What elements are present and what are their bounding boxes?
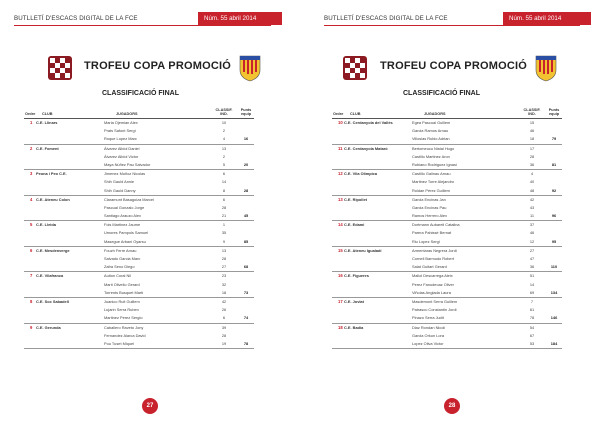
club-group [332,196,562,222]
player-name: Fouzh Ferre Arnau [104,247,137,253]
table-header [24,102,254,119]
club-rank: 16 [338,273,343,279]
player-name: Perez Fanudeoaz Oliver [412,281,454,287]
player-name: Garcia Encinas Jan [412,196,446,202]
table-row [332,281,562,289]
player-name: Claramunt Basagoiza Marcel [104,196,154,202]
team-points: 28 [243,187,249,193]
individual-rank: 42 [221,298,227,304]
team-points: 85 [243,238,249,244]
table-row [332,298,562,306]
player-name: Álvarez Albiol Daniel [104,145,140,151]
ranking-table [332,102,562,349]
player-name: Masdemont Serra Guillem [412,298,458,304]
club-rank: 7 [30,273,33,279]
team-points: 184 [550,340,558,346]
player-name: Jimenez Muñoz Nicolas [104,171,146,177]
player-name: Mallol Descarrega Aleix [412,273,453,279]
team-points: 81 [551,161,557,167]
club-group [332,247,562,273]
table-row [332,340,562,348]
player-name: Caballero Raveto Jony [104,324,144,330]
player-name: Garcia Encinas Pau [412,204,447,210]
table-row [332,289,562,297]
club-name: C.E. Ateneu Colon [36,196,70,202]
club-name: C.E. Soc Sabadell [36,298,69,304]
individual-rank: 21 [221,213,227,219]
club-rank: 18 [338,324,343,330]
individual-rank: 46 [529,230,535,236]
table-row [24,306,254,314]
team-points: 20 [243,161,249,167]
table-row [332,255,562,263]
player-name: Fernandez Alarca David [104,332,146,338]
individual-rank: 6 [222,315,226,321]
player-name: Masegue Arbani Oyarsu [104,238,146,244]
team-points: 110 [550,264,558,270]
club-group [24,196,254,222]
col-jugadors: JUGADORS [424,112,446,116]
player-name: Castillo Martinez Aron [412,153,450,159]
player-name: Pou Tuset Miquel [104,340,135,346]
individual-rank: 6 [222,171,226,177]
individual-rank: 28 [221,204,227,210]
table-row [24,221,254,229]
club-name: C.E. Mesdenverge [36,247,70,253]
club-group [24,145,254,171]
player-name: Dortmann Aubareli Catalina [412,222,460,228]
player-name: Umores Pampols Samuel [104,230,149,236]
club-name: C.E. Vila Olímpica [344,171,378,177]
individual-rank: 78 [529,315,535,321]
individual-rank: 37 [529,222,535,228]
table-row [24,161,254,169]
bulletin-title: BUTLLETÍ D'ESCACS DIGITAL DE LA FCE [324,15,448,22]
page-number: 28 [444,398,460,414]
club-group [332,272,562,298]
individual-rank: 19 [221,340,227,346]
table-row [332,324,562,332]
individual-rank: 48 [529,187,535,193]
table-row [24,272,254,280]
player-name: Pascual Gonzalo Jorge [104,204,145,210]
player-name: Ramos Herrero Alex [412,213,448,219]
club-name: C.E. Lleida [36,222,56,228]
table-row [24,229,254,237]
club-rank: 13 [338,196,343,202]
col-classif: CLASSIF. IND. [215,108,233,116]
club-rank: 3 [30,171,33,177]
club-name: C.E. Ripollet [344,196,367,202]
club-rank: 8 [30,298,33,304]
page-number: 27 [142,398,158,414]
right-page [300,0,600,424]
individual-rank: 35 [221,230,227,236]
individual-rank: 7 [530,298,534,304]
club-name: Peona i Peo C.E. [36,171,67,177]
individual-rank: 5 [222,161,226,167]
table-row [332,204,562,212]
table-row [24,127,254,135]
club-rank: 14 [338,222,343,228]
individual-rank: 53 [529,340,535,346]
individual-rank: 9 [222,238,226,244]
individual-rank: 26 [221,307,227,313]
table-row [24,263,254,271]
club-name: C.E. Figueres [344,273,369,279]
table-row [332,212,562,220]
individual-rank: 61 [529,307,535,313]
individual-rank: 36 [529,161,535,167]
table-row [332,247,562,255]
club-name: C.E. Foment [36,145,59,151]
issue-badge: Núm. 55 abril 2014 [503,12,591,25]
individual-rank: 10 [221,120,227,125]
header-divider [324,25,580,26]
individual-rank: 11 [529,213,535,219]
individual-rank: 27 [221,264,227,270]
individual-rank: 15 [529,120,535,125]
club-rank: 9 [30,324,33,330]
table-row [24,238,254,246]
individual-rank: 13 [221,247,227,253]
individual-rank: 4 [530,171,534,177]
player-name: Torrents Busquet Marti [104,289,144,295]
team-points: 74 [243,315,249,321]
individual-rank: 47 [529,256,535,261]
club-name: C.E. Cerdanyola del Vallès [344,120,393,125]
team-points: 79 [551,136,557,142]
club-group [24,247,254,273]
table-row [332,153,562,161]
club-group [332,324,562,350]
team-points: 16 [243,136,249,142]
table-row [24,314,254,322]
individual-rank: 28 [221,256,227,261]
club-name: C.E. Cerdanyola Mataró [344,145,388,151]
chess-federation-logo [47,55,73,81]
player-name: Viñolas Anglada Laura [412,289,451,295]
col-jugadors: JUGADORS [116,112,138,116]
club-name: C.E. Llinars [36,120,58,125]
club-name: C.E. Ateneu Igualadí [344,247,382,253]
club-rank: 6 [30,247,33,253]
table-row [24,289,254,297]
team-points: 45 [243,213,249,219]
player-name: Lujarin Serra Ruben [104,307,139,313]
club-rank: 4 [30,196,33,202]
table-row [332,314,562,322]
individual-rank: 28 [221,332,227,338]
club-name: C.E. Vilafranca [36,273,64,279]
player-name: Maria Ojemian Alex [104,120,138,125]
club-name: C.E. Jovlat [344,298,364,304]
club-name: C.E. Badia [344,324,364,330]
club-group [24,272,254,298]
individual-rank: 43 [529,204,535,210]
catalan-shield-logo [238,54,262,82]
table-row [24,204,254,212]
final-ranking-heading: CLASSIFICACIÓ FINAL [403,90,480,97]
club-rank: 2 [30,145,33,151]
team-points: 92 [551,187,557,193]
table-row [332,145,562,153]
final-ranking-heading: CLASSIFICACIÓ FINAL [102,90,179,97]
player-name: Egea Pascual Guillem [412,120,451,125]
club-rank: 1 [30,120,33,125]
table-row [24,135,254,143]
club-rank: 5 [30,222,33,228]
player-name: Fois Martinez Jaume [104,222,141,228]
club-rank: 12 [338,171,343,177]
table-row [332,196,562,204]
individual-rank: 40 [529,179,535,185]
team-points: 134 [550,289,558,295]
club-group [24,170,254,196]
team-points: 73 [243,289,249,295]
individual-rank: 54 [529,324,535,330]
col-club: CLUB [42,112,53,116]
table-row [332,135,562,143]
player-name: Zafra Seno Diego [104,264,135,270]
player-name: Prats Safont Sergi [104,128,136,134]
table-row [24,212,254,220]
table-row [24,119,254,127]
player-name: Riu Lopez Sergi [412,238,440,244]
individual-rank: 13 [221,145,227,151]
player-name: Bertomeuco Nistal Hugo [412,145,455,151]
table-row [332,178,562,186]
table-row [332,238,562,246]
table-row [332,306,562,314]
player-name: Patrascu Constantin Jordi [412,307,457,313]
table-row [24,281,254,289]
club-rank: 15 [338,247,343,253]
club-group [24,119,254,145]
club-name: C.E. Edami [344,222,365,228]
player-name: Armentaras Negrera Jordi [412,247,457,253]
individual-rank: 14 [529,281,535,287]
col-club: CLUB [350,112,361,116]
player-name: Garcia Ramos Arnau [412,128,449,134]
table-row [24,340,254,348]
team-points: 95 [551,238,557,244]
table-row [24,187,254,195]
table-header [332,102,562,119]
player-name: Salvado Garcia Marc [104,256,141,261]
individual-rank: 1 [222,222,226,228]
individual-rank: 14 [221,179,227,185]
player-name: Santiago Arauzo Alex [104,213,141,219]
club-name: C.E. Gerunda [36,324,61,330]
issue-badge: Núm. 55 abril 2014 [198,12,282,25]
individual-rank: 69 [529,289,535,295]
table-row [24,196,254,204]
club-group [332,298,562,324]
table-row [332,272,562,280]
table-row [24,145,254,153]
table-row [24,170,254,178]
table-row [332,119,562,127]
table-row [332,332,562,340]
table-row [332,161,562,169]
individual-rank: 51 [529,273,535,279]
individual-rank: 18 [221,289,227,295]
player-name: Rubiano Rodriguez Ignasi [412,161,457,167]
club-group [24,324,254,350]
table-body [332,119,562,349]
player-name: Roque Lopez Marc [104,136,137,142]
team-points: 78 [243,340,249,346]
table-row [24,298,254,306]
individual-rank: 27 [529,247,535,253]
table-row [24,332,254,340]
table-row [24,324,254,332]
club-rank: 17 [338,298,343,304]
individual-rank: 6 [222,196,226,202]
player-name: Roldan Pérez Guillem [412,187,450,193]
club-group [332,119,562,145]
individual-rank: 17 [529,145,535,151]
table-row [332,187,562,195]
col-punts: Punts equip [240,108,252,116]
player-name: Álvarez Albiol Victor [104,153,139,159]
individual-rank: 23 [221,273,227,279]
player-name: Pinazo Serra Judit [412,315,444,321]
trophy-title: TROFEU COPA PROMOCIÓ [84,60,231,72]
individual-rank: 18 [529,136,535,142]
col-classif: CLASSIF. IND. [523,108,541,116]
player-name: Diaz Rondan Nicolí [412,324,446,330]
individual-rank: 46 [529,128,535,134]
club-group [332,221,562,247]
chess-federation-logo [342,55,368,81]
player-name: Aulton Coral Nil [104,273,132,279]
player-name: Lopez Oliva Victor [412,340,444,346]
individual-rank: 67 [529,332,535,338]
individual-rank: 32 [221,281,227,287]
player-name: Shih Gauld Annie [104,179,135,185]
player-name: Martinez Perez Sergio [104,315,143,321]
header-divider [14,25,271,26]
table-row [24,247,254,255]
team-points: 68 [243,264,249,270]
table-row [332,221,562,229]
player-name: Maya Núñez Pau Salvador [104,161,151,167]
player-name: Cornell Barmudo Robert [412,256,454,261]
table-row [332,263,562,271]
player-name: Shih Gauld Danny [104,187,136,193]
table-row [332,170,562,178]
individual-rank: 4 [222,136,226,142]
individual-rank: 2 [222,153,226,159]
player-name: Salat Guitart Gerard [412,264,447,270]
individual-rank: 36 [529,264,535,270]
col-ordre: Ordre [25,112,36,116]
club-group [24,221,254,247]
table-row [332,229,562,237]
club-rank: 11 [338,145,343,151]
individual-rank: 2 [222,128,226,134]
player-name: Marti Oliveilo Gerard [104,281,140,287]
col-ordre: Ordre [333,112,344,116]
club-rank: 10 [338,120,343,125]
ranking-table [24,102,254,349]
player-name: Garcia Orkun Lora [412,332,445,338]
player-name: Villoslas Rubio Adrian [412,136,450,142]
player-name: Martinez Torre Alejandro [412,179,455,185]
table-row [24,255,254,263]
table-row [24,153,254,161]
bulletin-title: BUTLLETÍ D'ESCACS DIGITAL DE LA FCE [14,15,138,22]
player-name: Castillo Galinau Arnau [412,171,451,177]
individual-rank: 39 [221,324,227,330]
player-name: Parera Pahissé Bernat [412,230,452,236]
club-group [332,145,562,171]
individual-rank: 28 [529,153,535,159]
table-body [24,119,254,349]
team-points: 96 [551,213,557,219]
player-name: Juanico Ruit Guillem [104,298,140,304]
table-row [332,127,562,135]
individual-rank: 42 [529,196,535,202]
club-group [24,298,254,324]
individual-rank: 12 [529,238,535,244]
catalan-shield-logo [534,54,558,82]
club-group [332,170,562,196]
team-points: 146 [550,315,558,321]
col-punts: Punts equip [548,108,560,116]
table-row [24,178,254,186]
trophy-title: TROFEU COPA PROMOCIÓ [380,60,527,72]
individual-rank: 8 [222,187,226,193]
